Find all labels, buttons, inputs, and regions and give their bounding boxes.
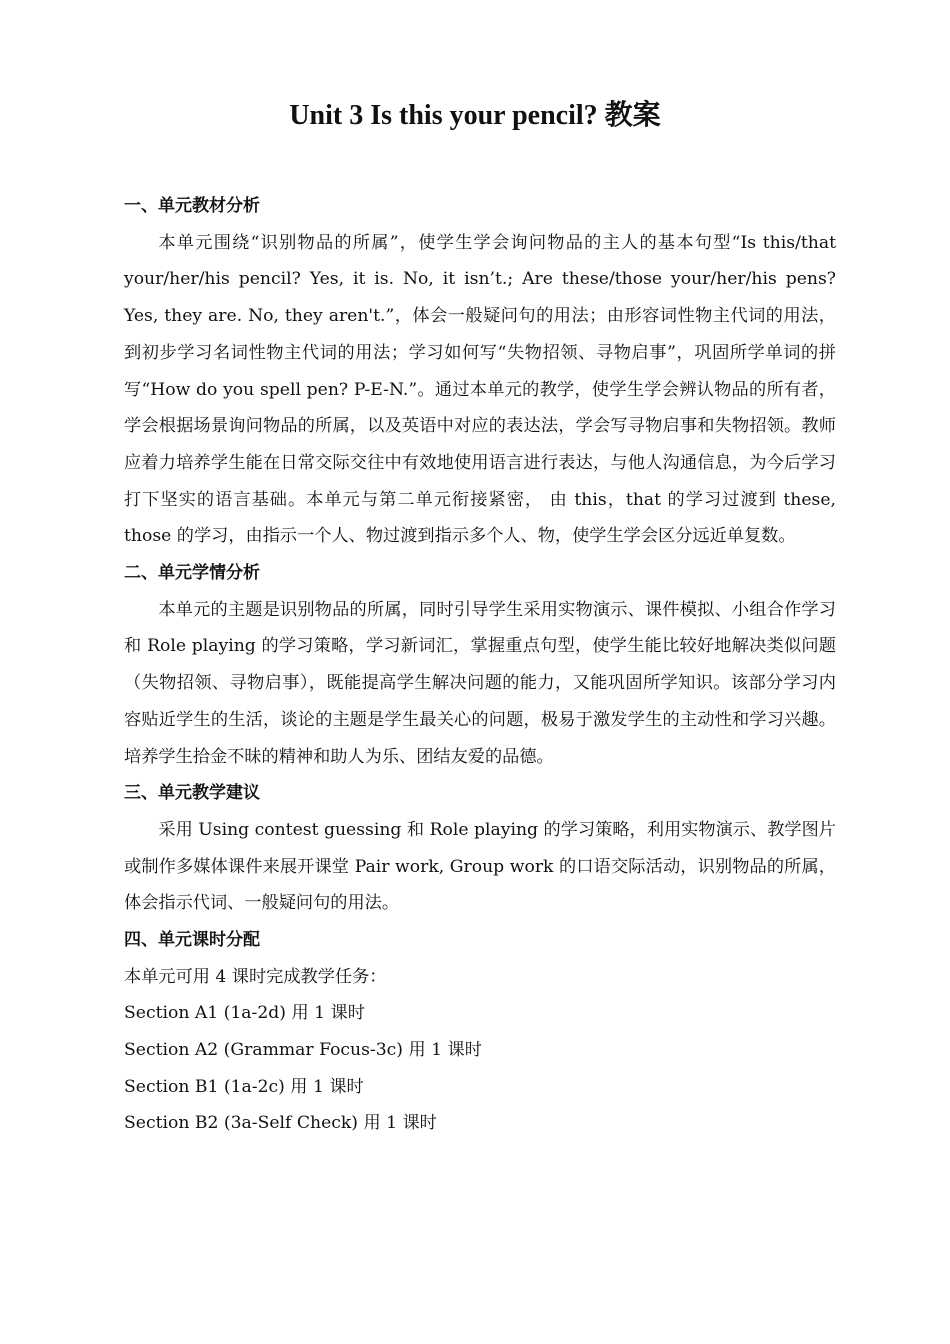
- section-heading: 三、单元教学建议: [124, 783, 260, 804]
- section-heading: 四、单元课时分配: [124, 930, 260, 951]
- allocation-item: Section B2 (3a-Self Check) 用 1 课时: [124, 1113, 437, 1134]
- allocation-item: Section A1 (1a-2d) 用 1 课时: [124, 1003, 365, 1024]
- document-title: Unit 3 Is this your pencil? 教案: [289, 100, 661, 131]
- section-lesson-allocation: [124, 922, 836, 1142]
- section-paragraph: 本单元围绕“识别物品的所属”，使学生学会询问物品的主人的基本句型“Is this/that your/her/his pencil? Yes, it is. No, it isn’t.; Are these/those your/her/his pens? Yes, they are. No, they aren't.”，体会一般疑问句的用法；由形容词性物主代词的用法，到初步学习名词性物主代词的用法；学习如何写“失物招领、寻物启事”，巩固所学单词的拼写“How do you spell pen? P-E-N.”。通过本单元的教学，使学生学会辨认物品的所有者，学会根据场景询问物品的所属，以及英语中对应的表达法，学会写寻物启事和失物招领。教师应着力培养学生能在日常交际交往中有效地使用语言进行表达，与他人沟通信息，为今后学习打下坚实的语言基础。本单元与第二单元衔接紧密， 由 this，that 的学习过渡到 these, those 的学习，由指示一个人、物过渡到指示多个人、物，使学生学会区分远近单复数。: [124, 232, 836, 547]
- document-body: [124, 188, 836, 1142]
- allocation-intro: 本单元可用 4 课时完成教学任务：: [124, 966, 387, 987]
- section-material-analysis: [124, 188, 836, 555]
- section-teaching-suggestions: [124, 775, 836, 922]
- allocation-item: Section A2 (Grammar Focus-3c) 用 1 课时: [124, 1040, 482, 1061]
- section-learner-analysis: [124, 555, 836, 775]
- section-paragraph: 本单元的主题是识别物品的所属，同时引导学生采用实物演示、课件模拟、小组合作学习和 Role playing 的学习策略，学习新词汇，掌握重点句型，使学生能比较好地解决类似问题（失物招领、寻物启事），既能提高学生解决问题的能力，又能巩固所学知识。该部分学习内容贴近学生的生活，谈论的主题是学生最关心的问题，极易于激发学生的主动性和学习兴趣。培养学生拾金不昧的精神和助人为乐、团结友爱的品德。: [124, 599, 836, 767]
- allocation-item: Section B1 (1a-2c) 用 1 课时: [124, 1076, 364, 1097]
- section-paragraph: 采用 Using contest guessing 和 Role playing 的学习策略，利用实物演示、教学图片或制作多媒体课件来展开课堂 Pair work, Group work 的口语交际活动，识别物品的所属，体会指示代词、一般疑问句的用法。: [124, 819, 836, 914]
- section-heading: 一、单元教材分析: [124, 196, 260, 216]
- section-heading: 二、单元学情分析: [124, 563, 260, 584]
